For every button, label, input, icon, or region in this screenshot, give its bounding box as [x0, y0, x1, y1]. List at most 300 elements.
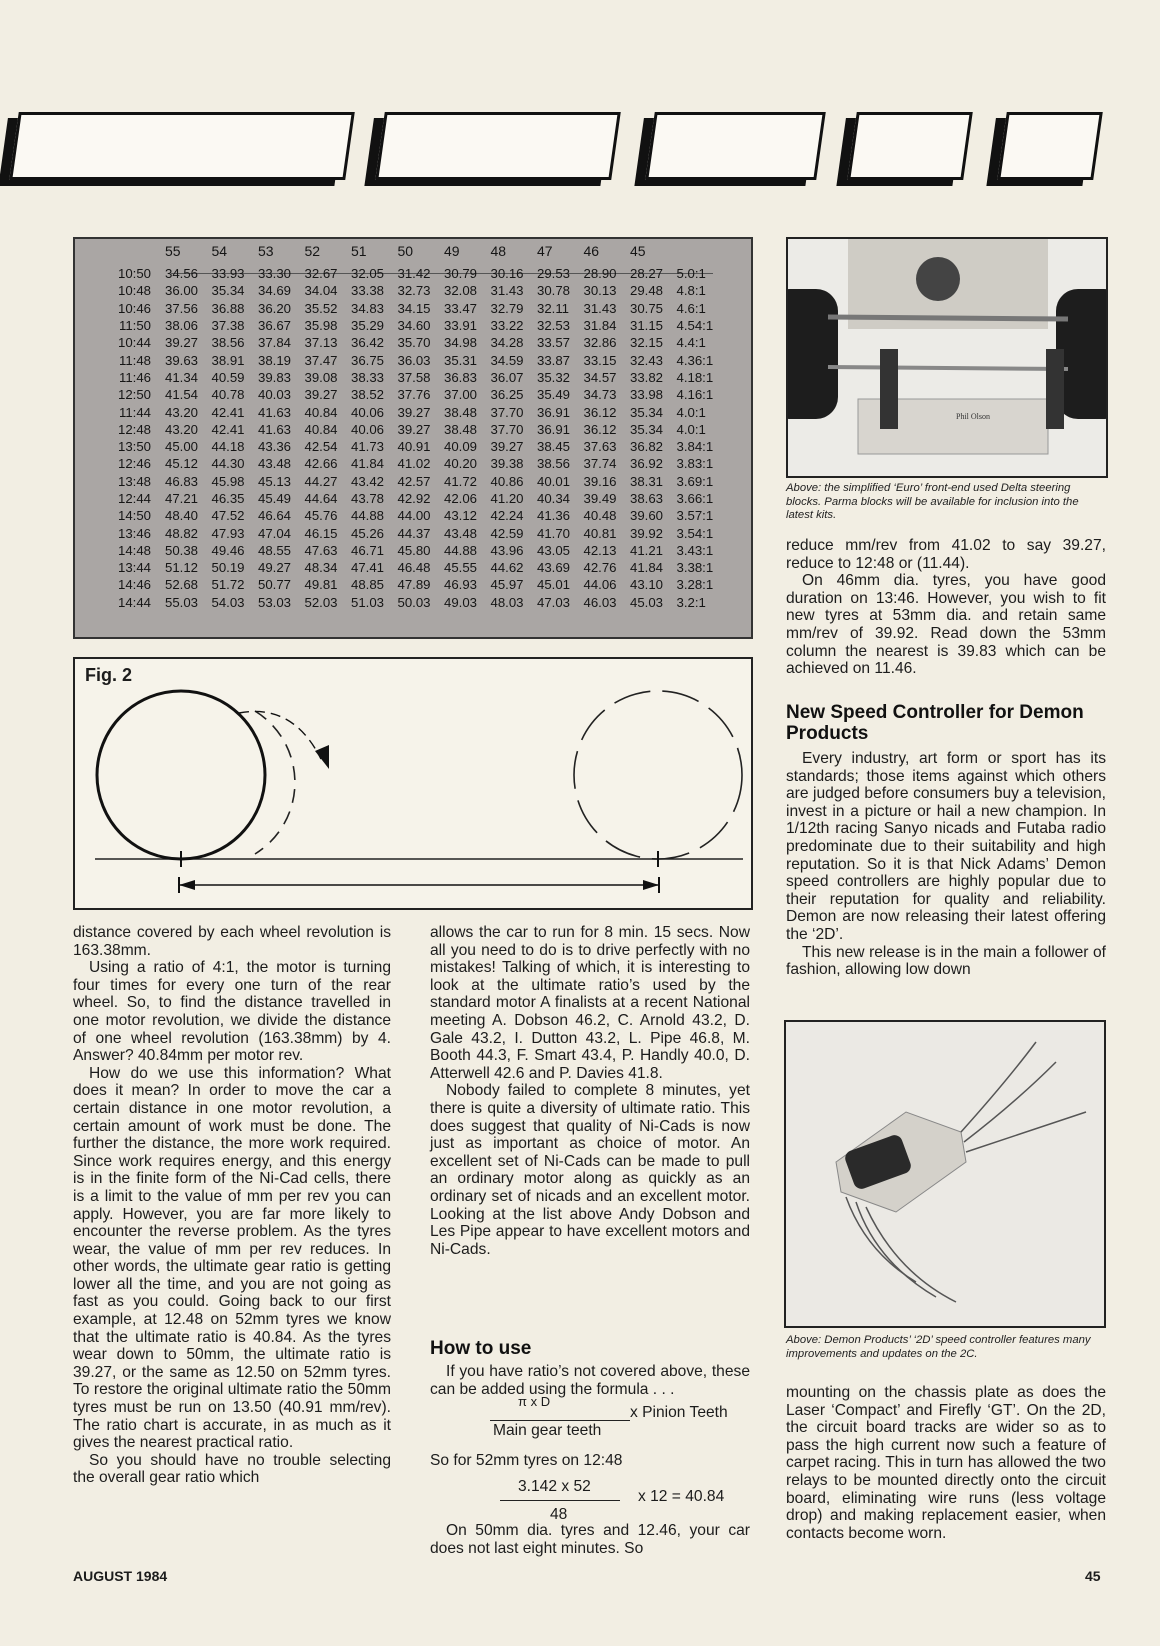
mm-per-rev-cell: 45.01: [537, 577, 571, 593]
gear-combo-cell: 11:50: [118, 318, 151, 334]
mm-per-rev-cell: 39.49: [583, 491, 617, 506]
mm-per-rev-cell: 43.20: [165, 404, 199, 420]
mm-per-rev-cell: 47.04: [258, 525, 292, 541]
mm-per-rev-cell: 42.59: [490, 525, 524, 541]
mm-per-rev-cell: 41.20: [490, 491, 524, 506]
mm-per-rev-cell: 50.03: [397, 594, 431, 610]
mm-per-rev-cell: 45.97: [490, 577, 524, 593]
mm-per-rev-cell: 35.34: [630, 404, 664, 420]
mm-per-rev-cell: 48.55: [258, 542, 292, 558]
mm-per-rev-cell: 40.81: [583, 525, 617, 541]
mm-per-rev-cell: 39.60: [630, 508, 664, 524]
mm-per-rev-cell: 40.06: [351, 421, 385, 437]
mm-per-rev-cell: 38.45: [537, 439, 571, 455]
ratio-cell: 5.0:1: [676, 266, 706, 282]
how-to-use-outro: On 50mm dia. tyres and 12.46, your car does not last eight minutes. So: [430, 1522, 750, 1557]
mm-per-rev-cell: 44.27: [304, 473, 338, 489]
example-intro: So for 52mm tyres on 12:48: [430, 1452, 623, 1469]
table-row: [75, 300, 723, 317]
gear-combo-cell: 13:44: [117, 560, 151, 576]
mm-per-rev-cell: 36.91: [537, 404, 571, 420]
how-to-use-intro: If you have ratio’s not covered above, these can be added using the formula . . .: [430, 1363, 750, 1398]
mm-per-rev-cell: 42.92: [397, 491, 431, 506]
mm-per-rev-cell: 44.88: [351, 508, 385, 524]
example-fraction-bar: [500, 1500, 620, 1501]
mm-per-rev-cell: 44.64: [304, 491, 338, 506]
col1-paragraph: Using a ratio of 4:1, the motor is turning four times for every one turn of the rear wheel. So, to find the distance travelled in one motor revolution, we divide the distance of one wheel revolution (163.38mm) by 4. Answer? 40.84mm per motor rev.: [73, 959, 391, 1065]
table-row: [75, 282, 723, 299]
column-header: 51: [351, 243, 367, 259]
mm-per-rev-cell: 39.16: [583, 473, 617, 489]
mm-per-rev-cell: 32.08: [444, 283, 478, 299]
header-box-3: [645, 112, 826, 180]
mm-per-rev-cell: 34.04: [304, 283, 338, 299]
mm-per-rev-cell: 37.00: [444, 387, 478, 403]
mm-per-rev-cell: 38.48: [444, 421, 478, 437]
table-row: [75, 473, 723, 490]
header-box-1: [9, 112, 355, 180]
rotation-arrowhead: [315, 745, 329, 769]
mm-per-rev-cell: 30.75: [630, 300, 664, 316]
mm-per-rev-cell: 38.56: [537, 456, 571, 472]
page-number: 45: [1085, 1568, 1101, 1584]
mm-per-rev-cell: 48.34: [304, 560, 338, 576]
mm-per-rev-cell: 48.85: [351, 577, 385, 593]
mm-per-rev-cell: 45.76: [304, 508, 338, 524]
mm-per-rev-cell: 43.12: [444, 508, 478, 524]
column-header: 53: [258, 243, 274, 259]
mm-per-rev-cell: 36.03: [397, 352, 431, 368]
gear-combo-cell: 12:46: [117, 456, 151, 472]
mm-per-rev-cell: 36.07: [490, 369, 524, 385]
table-row: [75, 317, 723, 334]
mm-per-rev-cell: 37.47: [304, 352, 338, 368]
mm-per-rev-cell: 42.66: [304, 456, 338, 472]
mm-per-rev-cell: 35.32: [537, 369, 571, 385]
mm-per-rev-cell: 35.98: [304, 318, 338, 334]
formula-fraction-bar: [490, 1420, 630, 1421]
mm-per-rev-cell: 39.27: [304, 387, 338, 403]
mm-per-rev-cell: 34.73: [583, 387, 617, 403]
mm-per-rev-cell: 40.86: [490, 473, 524, 489]
gear-combo-cell: 13:46: [117, 525, 151, 541]
mm-per-rev-cell: 40.01: [537, 473, 571, 489]
mm-per-rev-cell: 41.72: [444, 473, 478, 489]
how-to-use-heading: How to use: [430, 1338, 532, 1359]
mm-per-rev-cell: 33.93: [211, 266, 245, 282]
mm-per-rev-cell: 33.98: [630, 387, 664, 403]
mm-per-rev-cell: 39.63: [165, 352, 199, 368]
wheel-end-circle: [574, 691, 742, 859]
mm-per-rev-cell: 36.91: [537, 421, 571, 437]
mm-per-rev-cell: 42.24: [490, 508, 524, 524]
gear-combo-cell: 10:50: [117, 266, 151, 282]
mm-per-rev-cell: 40.09: [444, 439, 478, 455]
table-row: [75, 594, 723, 611]
mm-per-rev-cell: 47.21: [165, 491, 199, 506]
mm-per-rev-cell: 31.42: [397, 266, 431, 282]
mm-per-rev-cell: 44.00: [397, 508, 431, 524]
mm-per-rev-cell: 48.03: [490, 594, 524, 610]
column-3-bottom: [786, 1384, 1106, 1542]
mm-per-rev-cell: 37.13: [304, 335, 338, 351]
gear-combo-cell: 14:44: [117, 594, 151, 610]
mm-per-rev-cell: 35.31: [444, 352, 478, 368]
dim-arrow-right: [643, 880, 659, 890]
gear-combo-cell: 14:46: [117, 577, 151, 593]
ratio-cell: 3.38:1: [676, 560, 714, 576]
col3-paragraph: Every industry, art form or sport has its standards; those items against which others are judged before consumers buy a television, invest in a picture or hail a new champion. In 1/12th racing Sanyo nicads and Futaba radio predominate due to their suitability and high reputation. So it is that Nick Adams’ Demon speed controllers are highly popular due to their reputation for quality and reliability. Demon are now releasing their latest offering the ‘2D’.: [786, 750, 1106, 943]
table-row: [75, 576, 723, 593]
mm-per-rev-cell: 36.12: [583, 404, 617, 420]
mm-per-rev-cell: 34.98: [444, 335, 478, 351]
mm-per-rev-cell: 38.31: [630, 473, 664, 489]
table-row: [75, 403, 723, 420]
chassis-illustration: [788, 239, 1106, 476]
mm-per-rev-cell: 45.55: [444, 560, 478, 576]
ratio-cell: 3.2:1: [676, 594, 706, 610]
figure-2: [73, 657, 753, 910]
gear-combo-cell: 12:50: [117, 387, 151, 403]
wheel-start-circle: [97, 691, 265, 859]
header-box-2: [375, 112, 621, 180]
mm-per-rev-cell: 49.27: [258, 560, 292, 576]
ratio-cell: 4.6:1: [676, 300, 706, 316]
mm-per-rev-cell: 38.19: [258, 352, 292, 368]
mm-per-rev-cell: 30.13: [583, 283, 617, 299]
mm-per-rev-cell: 34.56: [165, 266, 199, 282]
gear-combo-cell: 13:50: [117, 439, 151, 455]
mm-per-rev-cell: 43.78: [351, 491, 385, 506]
mm-per-rev-cell: 36.12: [583, 421, 617, 437]
mm-per-rev-cell: 42.41: [211, 421, 245, 437]
mm-per-rev-cell: 30.78: [537, 283, 571, 299]
table-row: [75, 369, 723, 386]
mm-per-rev-cell: 36.00: [165, 283, 199, 299]
mm-per-rev-cell: 49.03: [444, 594, 478, 610]
plate-text: Phil Olson: [956, 412, 991, 421]
mm-per-rev-cell: 50.19: [211, 560, 245, 576]
column-header: 50: [397, 243, 414, 259]
column-1: [73, 924, 391, 1487]
mm-per-rev-cell: 39.27: [490, 439, 524, 455]
ratio-cell: 3.83:1: [676, 456, 714, 472]
mm-per-rev-cell: 36.67: [258, 318, 292, 334]
mm-per-rev-cell: 42.06: [444, 491, 478, 506]
mm-per-rev-cell: 36.25: [490, 387, 524, 403]
table-row: [75, 542, 723, 559]
mm-per-rev-cell: 52.03: [304, 594, 338, 610]
mm-per-rev-cell: 31.15: [630, 318, 664, 334]
mm-per-rev-cell: 34.83: [351, 300, 385, 316]
mm-per-rev-cell: 43.48: [444, 525, 478, 541]
ratio-cell: 4.18:1: [676, 369, 714, 385]
mm-per-rev-cell: 42.41: [211, 404, 245, 420]
formula-numerator: π x D: [518, 1394, 551, 1409]
mm-per-rev-cell: 38.06: [165, 318, 199, 334]
mm-per-rev-cell: 38.48: [444, 404, 478, 420]
mm-per-rev-cell: 35.49: [537, 387, 571, 403]
mm-per-rev-cell: 43.36: [258, 439, 292, 455]
mm-per-rev-cell: 36.42: [351, 335, 385, 351]
mm-per-rev-cell: 42.13: [583, 542, 617, 558]
header-box-4: [847, 112, 973, 180]
col2-paragraph: Nobody failed to complete 8 minutes, yet there is quite a diversity of ultimate ratio. This does suggest that quality of Ni-Cads is now just as important as choice of motor. An excellent set of Ni-Cads can be made to pull an ordinary motor along as quickly as an ordinary set of nicads and an excellent motor. Looking at the list above Andy Dobson and Les Pipe appear to have excellent motors and Ni-Cads.: [430, 1082, 750, 1258]
ratio-cell: 3.66:1: [676, 491, 714, 506]
ratio-cell: 3.54:1: [676, 525, 714, 541]
mm-per-rev-cell: 40.03: [258, 387, 292, 403]
mm-per-rev-cell: 51.72: [211, 577, 245, 593]
mm-per-rev-cell: 32.11: [537, 300, 570, 316]
mm-per-rev-cell: 51.03: [351, 594, 385, 610]
mm-per-rev-cell: 39.27: [397, 421, 431, 437]
mm-per-rev-cell: 55.03: [165, 594, 199, 610]
mm-per-rev-cell: 32.53: [537, 318, 571, 334]
mm-per-rev-cell: 47.63: [304, 542, 338, 558]
mm-per-rev-cell: 41.02: [397, 456, 431, 472]
gear-combo-cell: 14:48: [117, 542, 151, 558]
mm-per-rev-cell: 46.93: [444, 577, 478, 593]
mm-per-rev-cell: 43.05: [537, 542, 571, 558]
column-header: 49: [444, 243, 460, 259]
photo2-caption: Above: Demon Products’ ‘2D’ speed controller features many improvements and updates on the 2C.: [786, 1334, 1091, 1360]
mm-per-rev-cell: 36.20: [258, 300, 292, 316]
gear-combo-cell: 11:48: [118, 352, 151, 368]
col1-paragraph: How do we use this information? What does it mean? In order to move the car a certain distance in one motor revolution, a certain amount of work must be done. The further the distance, the more work required. Since work requires energy, and this energy is in the finite form of the Ni-Cad cells, there is a limit to the value of mm per rev you can apply. However, you are far more likely to encounter the reverse problem. As the tyres wear, the value of mm per rev reduces. In other words, the ultimate gear ratio is getting lower all the time, and you are not going as fast as you could. Going back to our first example, at 12.48 on 52mm tyres we know that the ultimate ratio is 40.84. As the tyres wear down to 50mm, the ultimate ratio is 39.27, or the same as 12.50 on 52mm tyres. To restore the original ultimate ratio the 50mm tyres must be run on 13.50 (40.91 mm/rev). The ratio chart is accurate, in as much as it gives the nearest practical ratio.: [73, 1064, 391, 1452]
mm-per-rev-cell: 45.49: [258, 491, 292, 506]
mm-per-rev-cell: 39.83: [258, 369, 292, 385]
mm-per-rev-cell: 34.57: [583, 369, 617, 385]
mm-per-rev-cell: 33.22: [490, 318, 524, 334]
rolling-arc: [255, 711, 295, 854]
mm-per-rev-cell: 45.98: [211, 473, 245, 489]
mm-per-rev-cell: 35.29: [351, 318, 385, 334]
mm-per-rev-cell: 39.92: [630, 525, 664, 541]
mm-per-rev-cell: 32.15: [630, 335, 664, 351]
mm-per-rev-cell: 42.54: [304, 439, 338, 455]
mm-per-rev-cell: 29.53: [537, 266, 571, 282]
gear-combo-cell: 11:46: [118, 369, 151, 385]
column-header: 54: [211, 243, 228, 259]
mm-per-rev-cell: 53.03: [258, 594, 292, 610]
mm-per-rev-cell: 41.34: [165, 369, 199, 385]
mm-per-rev-cell: 41.36: [537, 508, 571, 524]
mm-per-rev-cell: 40.48: [583, 508, 617, 524]
mm-per-rev-cell: 45.12: [165, 456, 199, 472]
col3-paragraph: reduce mm/rev from 41.02 to say 39.27, reduce to 12:48 or (11.44).: [786, 537, 1106, 572]
mm-per-rev-cell: 41.84: [630, 560, 664, 576]
gear-combo-cell: 11:44: [118, 404, 151, 420]
mm-per-rev-cell: 47.03: [537, 594, 571, 610]
formula-suffix: x Pinion Teeth: [630, 1404, 728, 1421]
mm-per-rev-cell: 43.48: [258, 456, 292, 472]
table-row: [75, 438, 723, 455]
ratio-cell: 4.4:1: [676, 335, 706, 351]
mm-per-rev-cell: 51.12: [165, 560, 199, 576]
mm-per-rev-cell: 44.18: [211, 439, 245, 455]
mm-per-rev-cell: 33.15: [583, 352, 617, 368]
column-3-mid: [786, 750, 1106, 979]
mm-per-rev-cell: 46.64: [258, 508, 292, 524]
mm-per-rev-cell: 37.70: [490, 421, 524, 437]
footer-date: AUGUST 1984: [73, 1568, 168, 1584]
gear-combo-cell: 14:50: [117, 508, 151, 524]
mm-per-rev-cell: 40.78: [211, 387, 245, 403]
mm-per-rev-cell: 38.56: [211, 335, 245, 351]
header-box-5: [997, 112, 1103, 180]
gear-combo-cell: 10:44: [117, 335, 151, 351]
mm-per-rev-cell: 54.03: [211, 594, 245, 610]
mm-per-rev-cell: 46.83: [165, 473, 199, 489]
col3-paragraph: This new release is in the main a follower of fashion, allowing low down: [786, 943, 1106, 979]
mm-per-rev-cell: 41.21: [630, 542, 664, 558]
mm-per-rev-cell: 33.91: [444, 318, 478, 334]
mm-per-rev-cell: 38.52: [351, 387, 385, 403]
mm-per-rev-cell: 45.26: [351, 525, 385, 541]
mm-per-rev-cell: 41.73: [351, 439, 385, 455]
mm-per-rev-cell: 49.81: [304, 577, 338, 593]
mm-per-rev-cell: 46.48: [397, 560, 431, 576]
mm-per-rev-cell: 37.56: [165, 300, 199, 316]
gear-combo-cell: 10:46: [117, 300, 151, 316]
table-row: [75, 386, 723, 403]
mm-per-rev-cell: 30.79: [444, 266, 478, 282]
table-row: [75, 334, 723, 351]
mm-per-rev-cell: 37.74: [583, 456, 617, 472]
mm-per-rev-cell: 41.70: [537, 525, 571, 541]
mm-per-rev-cell: 33.57: [537, 335, 571, 351]
mm-per-rev-cell: 46.35: [211, 491, 245, 506]
mm-per-rev-cell: 46.03: [583, 594, 617, 610]
mm-per-rev-cell: 42.57: [397, 473, 431, 489]
table-row: [75, 265, 723, 282]
mm-per-rev-cell: 41.63: [258, 421, 292, 437]
mm-per-rev-cell: 37.70: [490, 404, 524, 420]
ratio-cell: 4.0:1: [676, 421, 706, 437]
table-row: [75, 524, 723, 541]
mm-per-rev-cell: 36.92: [630, 456, 664, 472]
photo1-caption: Above: the simplified ‘Euro’ front-end used Delta steering blocks. Parma blocks will be available for inclusion into the latest kits.: [786, 482, 1079, 521]
mm-per-rev-cell: 35.70: [397, 335, 431, 351]
col2-paragraph: allows the car to run for 8 min. 15 secs. Now all you need to do is to drive perfectly with no mistakes! Talking of which, it is interesting to look at the ultimate ratio’s used by the standard motor A finalists at a recent National meeting A. Dobson 46.2, C. Arnold 43.2, D. Gale 43.2, I. Dutton 43.2, L. Pipe 46.8, M. Booth 44.3, F. Smart 43.4, P. Handly 40.0, D. Atterwell 42.6 and P. Davies 41.8.: [430, 924, 750, 1082]
left-tyre: [788, 289, 838, 419]
mm-per-rev-cell: 49.46: [211, 542, 245, 558]
mm-per-rev-cell: 32.86: [583, 335, 617, 351]
mm-per-rev-cell: 33.47: [444, 300, 478, 316]
mm-per-rev-cell: 41.84: [351, 456, 385, 472]
mm-per-rev-cell: 40.84: [304, 404, 338, 420]
mm-per-rev-cell: 47.52: [211, 508, 245, 524]
mm-per-rev-cell: 47.93: [211, 525, 245, 541]
figure-label: Fig. 2: [85, 665, 133, 685]
mm-per-rev-cell: 47.89: [397, 577, 431, 593]
mm-per-rev-cell: 37.38: [211, 318, 245, 334]
mm-per-rev-cell: 41.63: [258, 404, 292, 420]
column-header: 45: [630, 243, 646, 259]
mm-per-rev-cell: 50.38: [165, 542, 199, 558]
ratio-cell: 3.57:1: [676, 508, 714, 524]
mm-per-rev-cell: 44.06: [583, 577, 617, 593]
mm-per-rev-cell: 33.30: [258, 266, 292, 282]
mm-per-rev-cell: 39.27: [397, 404, 431, 420]
mm-per-rev-cell: 31.43: [490, 283, 524, 299]
ratio-cell: 3.84:1: [676, 439, 714, 455]
dim-arrow-left: [179, 880, 195, 890]
col3-paragraph: On 46mm dia. tyres, you have good duration on 13:46. However, you wish to fit new tyres at 53mm dia. and retain same mm/rev of 39.92. Read down the 53mm column the nearest is 39.83 which can be achieved on 11.46.: [786, 572, 1106, 678]
ratio-cell: 3.28:1: [676, 577, 714, 593]
ratio-cell: 4.36:1: [676, 352, 714, 368]
mm-per-rev-cell: 33.82: [630, 369, 664, 385]
column-header: 47: [537, 243, 553, 259]
column-header: 48: [490, 243, 507, 259]
column-header: 55: [165, 243, 181, 259]
example-suffix: x 12 = 40.84: [638, 1488, 725, 1505]
mm-per-rev-cell: 43.42: [351, 473, 385, 489]
mm-per-rev-cell: 42.76: [583, 560, 617, 576]
mm-per-rev-cell: 28.27: [630, 266, 664, 282]
mm-per-rev-cell: 34.28: [490, 335, 524, 351]
mm-per-rev-cell: 30.16: [490, 266, 524, 282]
mm-per-rev-cell: 47.41: [351, 560, 385, 576]
mm-per-rev-cell: 32.79: [490, 300, 524, 316]
mm-per-rev-cell: 40.91: [397, 439, 431, 455]
mm-per-rev-cell: 28.90: [583, 266, 617, 282]
mm-per-rev-cell: 35.52: [304, 300, 338, 316]
table-row: [75, 351, 723, 368]
gear-combo-cell: 13:48: [117, 473, 151, 489]
mm-per-rev-cell: 40.59: [211, 369, 245, 385]
mm-per-rev-cell: 36.88: [211, 300, 245, 316]
mm-per-rev-cell: 33.87: [537, 352, 571, 368]
mm-per-rev-cell: 34.60: [397, 318, 431, 334]
mm-per-rev-cell: 45.03: [630, 594, 664, 610]
ratio-cell: 4.16:1: [676, 387, 714, 403]
photo-front-end: [786, 237, 1108, 478]
mm-per-rev-cell: 34.15: [397, 300, 431, 316]
column-header: 46: [583, 243, 600, 259]
mm-per-rev-cell: 37.58: [397, 369, 431, 385]
speed-controller-heading: New Speed Controller for Demon Products: [786, 702, 1084, 744]
mm-per-rev-cell: 37.63: [583, 439, 617, 455]
mm-per-rev-cell: 38.33: [351, 369, 385, 385]
mm-per-rev-cell: 50.77: [258, 577, 292, 593]
gear-ratio-table: [73, 237, 753, 639]
mm-per-rev-cell: 33.38: [351, 283, 385, 299]
mm-per-rev-cell: 35.34: [630, 421, 664, 437]
gear-combo-cell: 12:44: [117, 491, 151, 506]
mm-per-rev-cell: 29.48: [630, 283, 664, 299]
mm-per-rev-cell: 52.68: [165, 577, 199, 593]
mm-per-rev-cell: 37.76: [397, 387, 431, 403]
mm-per-rev-cell: 46.71: [351, 542, 385, 558]
mm-per-rev-cell: 32.67: [304, 266, 338, 282]
gear-combo-cell: 12:48: [117, 421, 151, 437]
mm-per-rev-cell: 40.20: [444, 456, 478, 472]
mm-per-rev-cell: 32.73: [397, 283, 431, 299]
mm-per-rev-cell: 48.40: [165, 508, 199, 524]
wheel-diagram: [75, 659, 751, 908]
mm-per-rev-cell: 37.84: [258, 335, 292, 351]
mm-per-rev-cell: 31.43: [583, 300, 617, 316]
ratio-cell: 3.43:1: [676, 542, 714, 558]
mm-per-rev-cell: 36.83: [444, 369, 478, 385]
ratio-cell: 4.0:1: [676, 404, 706, 420]
table-row: [75, 559, 723, 576]
mm-per-rev-cell: 43.96: [490, 542, 524, 558]
mm-per-rev-cell: 45.80: [397, 542, 431, 558]
mm-per-rev-cell: 40.34: [537, 491, 571, 506]
mm-per-rev-cell: 32.05: [351, 266, 385, 282]
